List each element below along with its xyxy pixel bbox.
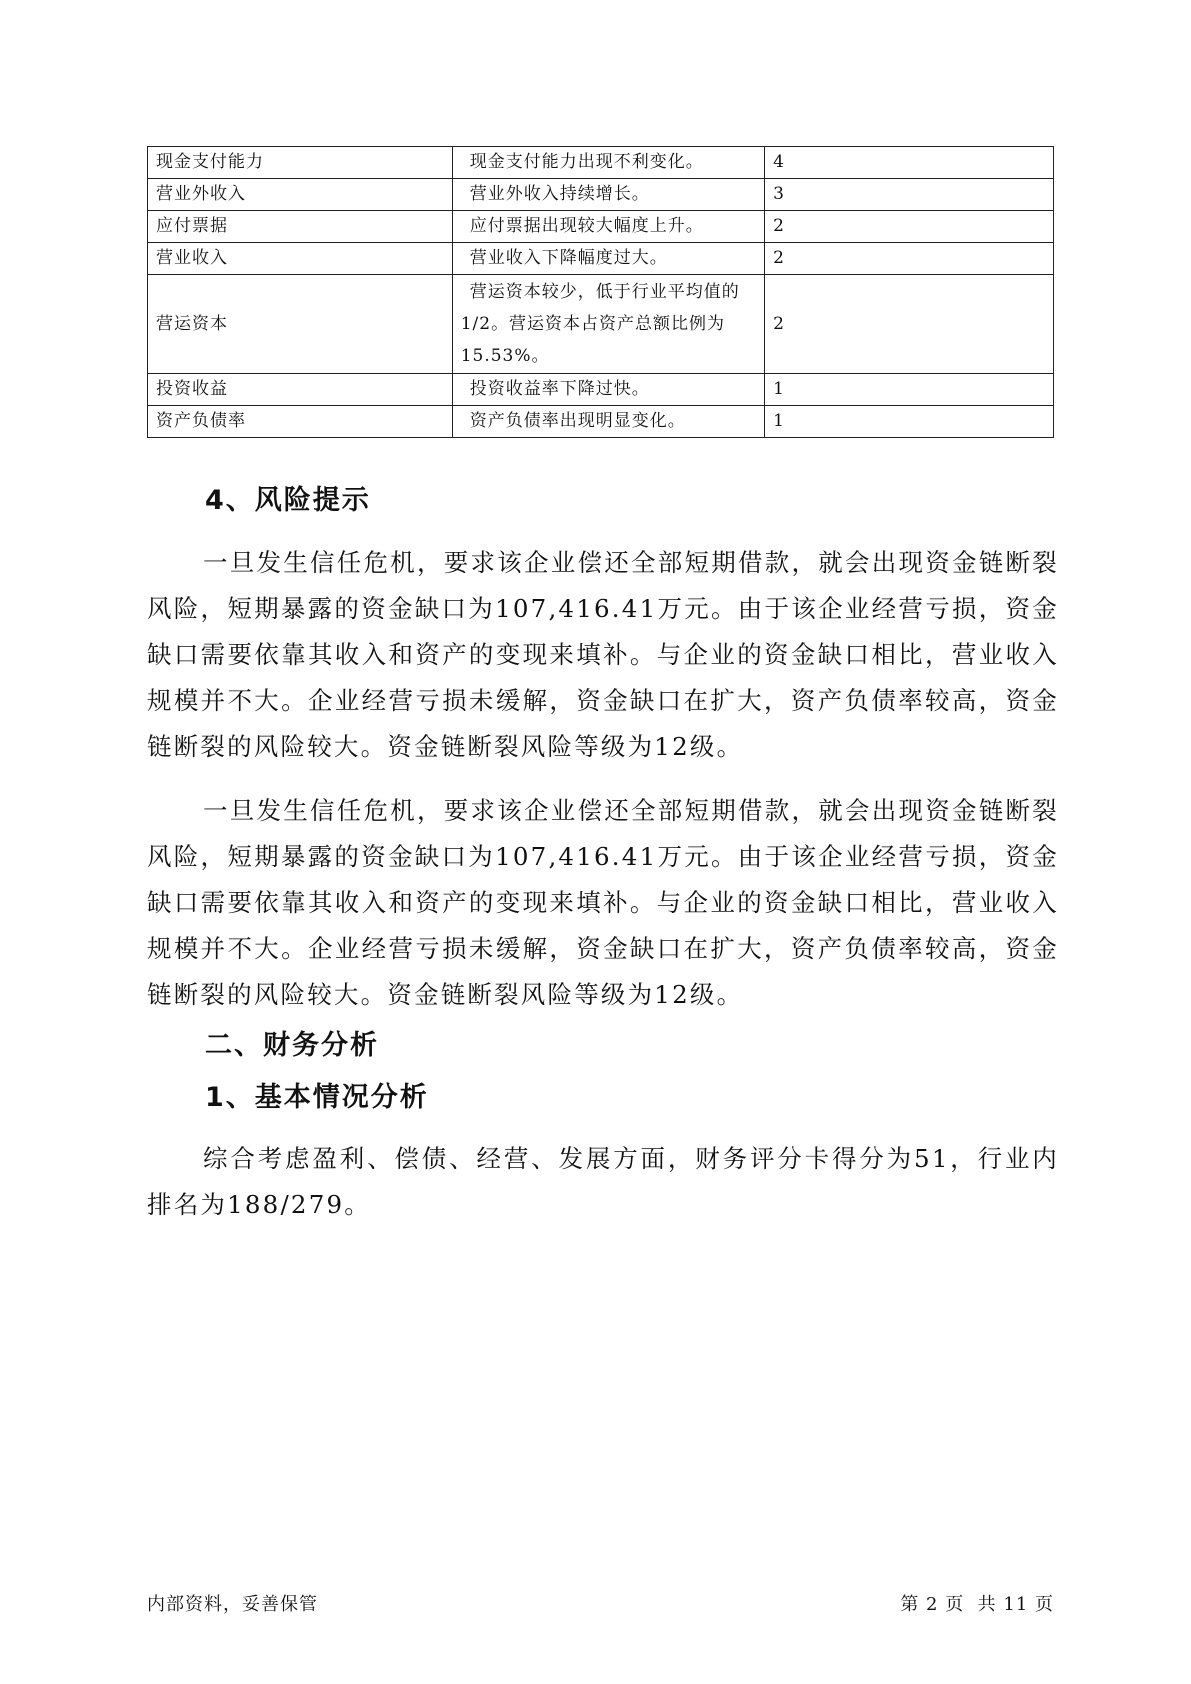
- table-cell-item: 现金支付能力: [148, 147, 453, 179]
- table-cell-description: 营业外收入持续增长。: [452, 179, 764, 211]
- table-row: [148, 211, 1054, 243]
- table-row: [148, 243, 1054, 275]
- table-cell-description: 应付票据出现较大幅度上升。: [452, 211, 764, 243]
- table-cell-score: 2: [765, 243, 1054, 275]
- table-cell-description: 资产负债率出现明显变化。: [452, 406, 764, 438]
- table-cell-score: 2: [765, 275, 1054, 374]
- table-row: [148, 147, 1054, 179]
- table-row: [148, 179, 1054, 211]
- basic-analysis-subheading: 1、基本情况分析: [205, 1082, 429, 1113]
- table-cell-description: 营业收入下降幅度过大。: [452, 243, 764, 275]
- footer-confidential-note: 内部资料，妥善保管: [147, 1594, 318, 1615]
- footer-page-number: 第 2 页 共 11 页: [900, 1594, 1054, 1615]
- table-cell-score: 2: [765, 211, 1054, 243]
- table-cell-item: 营业外收入: [148, 179, 453, 211]
- risk-factor-table: [147, 146, 1054, 438]
- risk-paragraph-1: 一旦发生信任危机，要求该企业偿还全部短期借款，就会出现资金链断裂风险，短期暴露的资金缺口为107,416.41万元。由于该企业经营亏损，资金缺口需要依靠其收入和资产的变现来填补。与企业的资金缺口相比，营业收入规模并不大。企业经营亏损未缓解，资金缺口在扩大，资产负债率较高，资金链断裂的风险较大。资金链断裂风险等级为12级。: [147, 548, 1059, 761]
- table-cell-description: 营运资本较少，低于行业平均值的1/2。营运资本占资产总额比例为15.53%。: [452, 275, 764, 374]
- table-cell-description: 投资收益率下降过快。: [452, 374, 764, 406]
- table-cell-item: 营运资本: [148, 275, 453, 374]
- risk-warning-heading: 4、风险提示: [205, 485, 371, 516]
- table-cell-score: 1: [765, 374, 1054, 406]
- table-row: [148, 275, 1054, 374]
- table-cell-score: 4: [765, 147, 1054, 179]
- table-row: [148, 374, 1054, 406]
- table-cell-item: 投资收益: [148, 374, 453, 406]
- basic-analysis-paragraph: 综合考虑盈利、偿债、经营、发展方面，财务评分卡得分为51，行业内排名为188/279。: [147, 1144, 1059, 1219]
- table-cell-description: 现金支付能力出现不利变化。: [452, 147, 764, 179]
- table-cell-item: 应付票据: [148, 211, 453, 243]
- table-cell-score: 3: [765, 179, 1054, 211]
- risk-paragraph-2: 一旦发生信任危机，要求该企业偿还全部短期借款，就会出现资金链断裂风险，短期暴露的资金缺口为107,416.41万元。由于该企业经营亏损，资金缺口需要依靠其收入和资产的变现来填补。与企业的资金缺口相比，营业收入规模并不大。企业经营亏损未缓解，资金缺口在扩大，资产负债率较高，资金链断裂的风险较大。资金链断裂风险等级为12级。: [147, 796, 1059, 1009]
- financial-analysis-heading: 二、财务分析: [205, 1030, 379, 1061]
- table-cell-score: 1: [765, 406, 1054, 438]
- table-row: [148, 406, 1054, 438]
- table-cell-item: 资产负债率: [148, 406, 453, 438]
- table-cell-item: 营业收入: [148, 243, 453, 275]
